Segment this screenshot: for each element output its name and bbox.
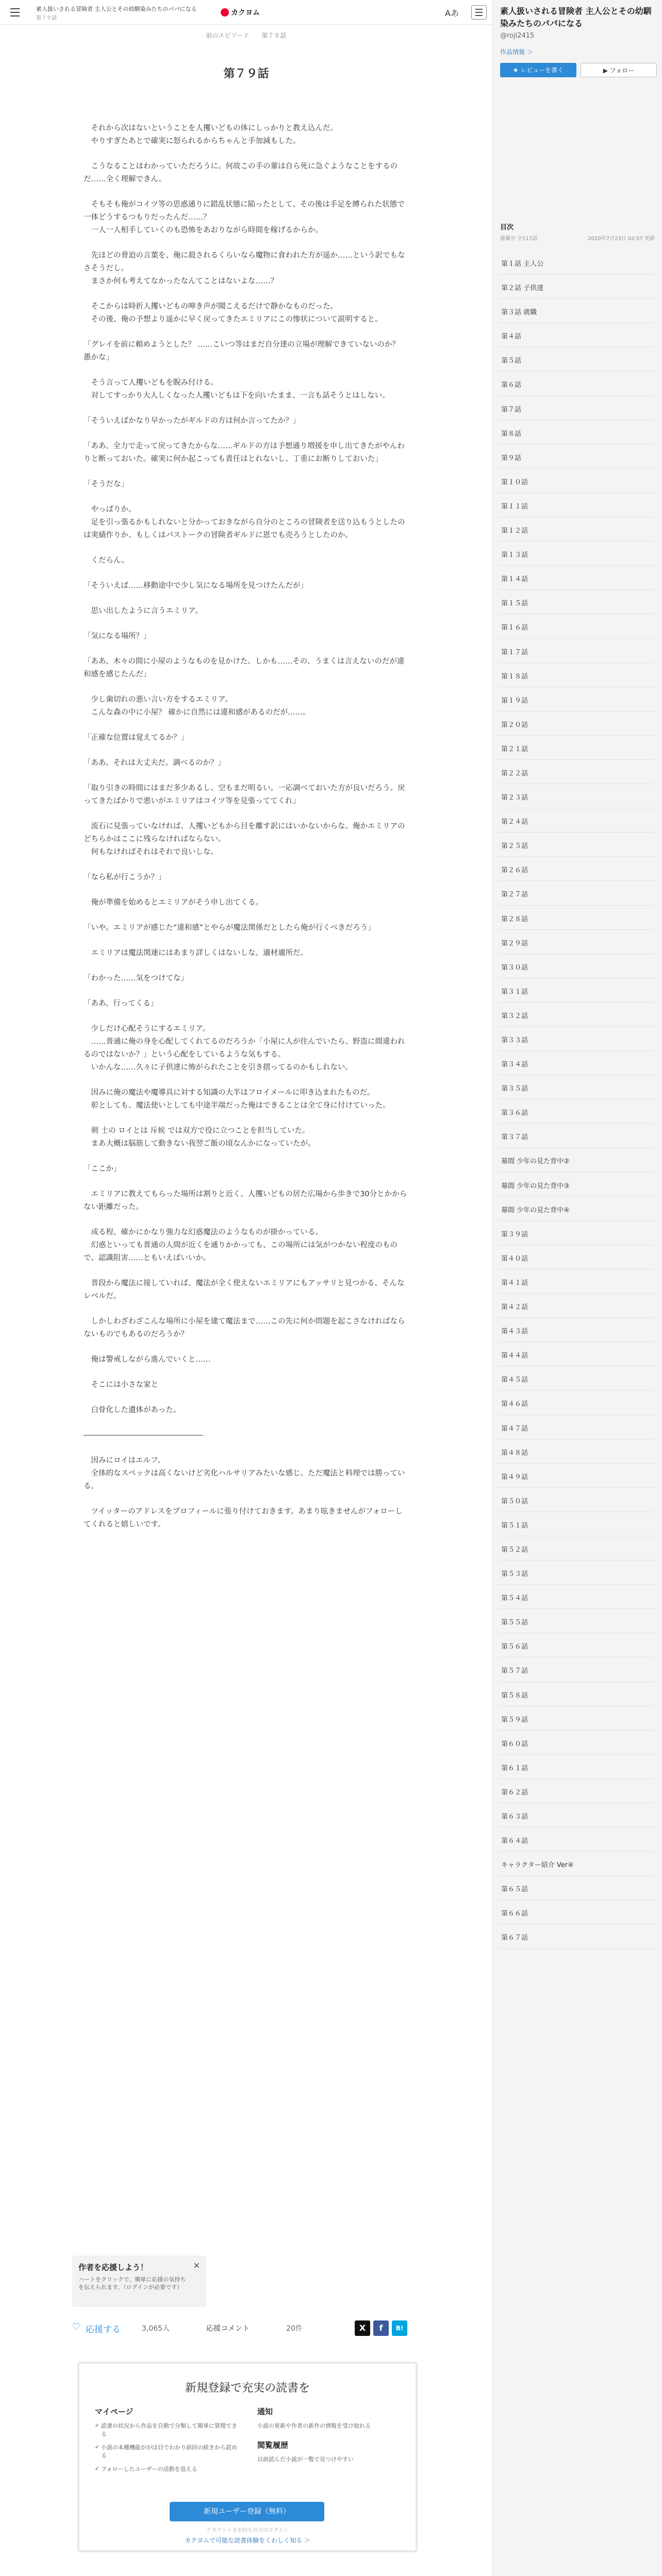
body-paragraph: 思い出したように言うエミリア。 (84, 607, 203, 615)
body-paragraph: 「ここか」 (84, 1165, 121, 1173)
body-paragraph: こうなることはわかっていただろうに。何故この手の輩は自ら死に急ぐようなことをするのだ……全く理解できん。 (84, 162, 398, 183)
learn-more-link[interactable]: カクヨムで可能な読書体験をくわしく知る ＞ (185, 2537, 310, 2544)
toc-episode-item[interactable]: キャラクター紹介 Ver④ (498, 1852, 655, 1876)
toc-episode-item[interactable]: 第２３話 (498, 784, 655, 808)
facebook-share-icon[interactable]: f (373, 2320, 389, 2336)
toc-episode-item[interactable]: 第５６話 (498, 1633, 655, 1657)
body-paragraph: 「そういえば……移動途中で少し気になる場所を見つけたんだが」 (84, 582, 308, 590)
body-paragraph: 俺が準備を始めるとエミリアがそう申し出てくる。 (84, 899, 263, 907)
body-paragraph: そもそも俺がコイツ等の思惑通りに錯乱状態に陥ったとして、その後は手足を縛られた状態で一体どうするつもりだったんだ……？ 一人一人相手していくのも恐怖をあおりながら時間を稼げるからか。 (84, 200, 405, 234)
toc-episode-item[interactable]: 第３話 就職 (498, 299, 655, 323)
toc-episode-item[interactable]: 第２２話 (498, 760, 655, 784)
toc-episode-item[interactable]: 第６４話 (498, 1827, 655, 1852)
toc-episode-item[interactable]: 第４２話 (498, 1294, 655, 1318)
signup-panel (77, 2362, 418, 2552)
signup-heading: 新規登録で充実の読書を (185, 2382, 310, 2395)
body-paragraph: 先ほどの脅迫の言葉を、俺に殺されるくらいなら魔物に食われた方が遥か……という訳でもなさそうだし。 まさか何も考えてなかったなんてことはないよな……？ (84, 251, 405, 285)
body-paragraph: やっぱりか。 足を引っ張るかもしれないと分かっておきながら自分のところの冒険者を送り込もうとしたのは実績作りか、もしくはパストークの冒険者ギルドに恩でも売ろうとしたのか。 (84, 505, 405, 539)
toc-episode-item[interactable]: 第６７話 (498, 1924, 655, 1948)
episode-body (67, 122, 425, 1531)
toc-episode-item[interactable]: 第５９話 (498, 1706, 655, 1731)
body-paragraph: しかしわざわざこんな場所に小屋を建て魔法まで……この先に何か問題を起こさなければならないものでもあるのだろうか？ (84, 1317, 405, 1338)
toc-episode-item[interactable]: 第３９話 (498, 1221, 655, 1245)
comment-button[interactable]: 応援コメント (206, 2325, 250, 2333)
mypage-title: マイページ (95, 2407, 134, 2416)
body-paragraph: 「ああ、木々の間に小屋のようなものを見かけた。しかも……その、うまくは言えないのだが違和感を感じたんだ」 (84, 657, 405, 679)
body-paragraph: そう言って人攫いどもを睨み付ける。 対してすっかり大人しくなった人攫いどもは下を向いたまま、一言も話そうとはしない。 (91, 379, 390, 400)
toc-episode-item[interactable]: 第１６話 (498, 614, 655, 638)
body-paragraph: 「気になる場所？」 (84, 632, 151, 640)
toc-episode-item[interactable]: 第６２話 (498, 1779, 655, 1803)
notification-column (257, 2406, 402, 2473)
toc-episode-item[interactable]: 第１９話 (498, 687, 655, 711)
body-paragraph: 「ああ、それは大丈夫だ。調べるのか？」 (84, 759, 225, 767)
kakuyomu-logo[interactable]: カクヨム (221, 7, 260, 18)
like-count[interactable]: 3,065人 (142, 2325, 170, 2333)
like-button[interactable]: 応援する (86, 2325, 121, 2335)
notification-desc: 小説の更新や作者の新作の情報を受け取れる (257, 2422, 371, 2429)
toc-episode-item[interactable]: 第４６話 (498, 1391, 655, 1415)
toc-episode-item[interactable]: 第２５話 (498, 833, 655, 857)
toc-episode-item[interactable]: 第９話 (498, 445, 655, 469)
toc-episode-item[interactable]: 第４３話 (498, 1318, 655, 1342)
hamburger-menu-icon[interactable] (471, 5, 487, 20)
toc-episode-item[interactable]: 第４４話 (498, 1342, 655, 1366)
toc-episode-item[interactable]: 第４８話 (498, 1439, 655, 1464)
register-button[interactable]: 新規ユーザー登録（無料） (170, 2502, 324, 2521)
toc-episode-item[interactable]: 第４５話 (498, 1366, 655, 1391)
toc-episode-item[interactable]: 第４７話 (498, 1415, 655, 1439)
mypage-column (95, 2406, 239, 2479)
toc-title: 目次 (500, 224, 514, 231)
body-paragraph: 剣 士の ロイとは 斥候 では双方で役に立つことを担当していた。 まあ大概は脳筋して動きない我翌ご飯の頃なんかになっていたが。 (91, 1127, 316, 1148)
body-paragraph: 「わかった……気をつけてな」 (84, 974, 188, 982)
x-share-icon[interactable]: X (355, 2320, 370, 2336)
header-work-title[interactable]: 素人扱いされる冒険者 主人公とその幼馴染みたちのパパになる (36, 6, 197, 12)
body-paragraph: 「そういえばかなり早かったがギルドの方は何か言ってたか？」 (84, 417, 301, 425)
toc-episode-item[interactable]: 第５３話 (498, 1561, 655, 1585)
action-row (72, 2319, 418, 2335)
body-paragraph: 因みにロイはエルフ。 全体的なスペックは高くないけど劣化ハルサリアみたいな感じ。ただ魔法と料理では勝っている。 (84, 1456, 405, 1490)
body-paragraph: 「いや。エミリアが感じた“違和感”とやらが魔法関係だとしたら俺が行くべきだろう」 (84, 924, 375, 932)
toc-episode-item[interactable]: 第４話 (498, 323, 655, 347)
toc-meta-status: 連載中 全117話 (500, 236, 538, 242)
episode-title: 第７９話 (223, 67, 269, 80)
body-paragraph: 少しだけ心配そうにするエミリア。 ……普通に俺の身を心配してくれてるのだろうか「小屋に人が住んでいたら、野盗に間違われるのではないか？」という心配をしているような気もする。 いかんな……久々に子供達に怖がられたことを引き摺ってるのかもしれない。 (84, 1025, 405, 1072)
toc-episode-item[interactable]: 第５５話 (498, 1609, 655, 1633)
header-episode-sub: 第７９話 (36, 15, 57, 21)
history-desc: 以前読んだ小説が一覧で見つけやすい (257, 2456, 354, 2463)
toc-episode-item[interactable]: 第２１話 (498, 736, 655, 760)
heart-icon[interactable]: ♡ (72, 2321, 81, 2332)
toc-episode-item[interactable]: 第６１話 (498, 1755, 655, 1779)
toc-episode-item[interactable]: 第５７話 (498, 1657, 655, 1682)
body-paragraph: 「取り引きの時間にはまだ多少あるし、空もまだ明るい。一応調べておいた方が良いだろう。戻ってきたばかりで悪いがエミリアはコイツ等を見張っててくれ」 (84, 784, 405, 805)
episode-nav (0, 25, 492, 44)
close-icon[interactable]: ✕ (193, 2261, 200, 2270)
logo-icon (221, 8, 229, 16)
toc-episode-item[interactable]: 幕間 少年の見た背中③ (498, 1173, 655, 1197)
mypage-item: ✓ フォローしたユーザーの活動を追える (95, 2465, 239, 2473)
body-paragraph: ―――――――――――――――― (84, 1431, 203, 1439)
body-paragraph: 「なら私が行こうか？」 (84, 873, 166, 882)
body-paragraph: そこからは時折人攫いどもの呻き声が聞こえるだけで静かなものだった。 その後、俺の予想より遥かに早く戻ってきたエミリアにこの惨状について説明すると。 (91, 302, 383, 324)
toc-episode-item[interactable]: 第６５話 (498, 1876, 655, 1900)
toc-episode-item[interactable]: 第５８話 (498, 1682, 655, 1706)
mypage-item: ✓ 読書の状況から作品を自動で分類して簡単に管理できる (95, 2422, 239, 2438)
toc-episode-item[interactable]: 第３３話 (498, 1027, 655, 1051)
toc-episode-item[interactable]: 第３４話 (498, 1051, 655, 1075)
toc-episode-item[interactable]: 第７話 (498, 396, 655, 420)
sidebar (492, 0, 662, 2576)
login-note[interactable]: アカウントをお持ちの方はログイン (206, 2528, 289, 2533)
follow-button[interactable]: ▶ フォロー (581, 63, 657, 77)
toc-episode-item[interactable]: 第４０話 (498, 1245, 655, 1269)
history-title: 閲覧履歴 (257, 2441, 289, 2450)
body-paragraph: そこには小さな家と (84, 1381, 158, 1389)
body-paragraph: 「正確な位置は覚えてるか？」 (84, 734, 188, 742)
body-paragraph: 「ああ、全力で走って戻ってきたからな……ギルドの方は予想通り増援を申し出てきたがやんわりと断っておいた。確実に何か起こっても責任はとれないし、丁重にお断りしておいた」 (84, 442, 405, 463)
body-paragraph: 俺は警戒しながら進んでいくと…… (84, 1355, 211, 1364)
body-paragraph: 白骨化した遺体があった。 (84, 1406, 181, 1414)
toc-meta-updated: 2020年7月23日 02:57 更新 (588, 236, 655, 242)
toc-episode-item[interactable]: 第２話 子供達 (498, 275, 655, 299)
toc-episode-item[interactable]: 第６３話 (498, 1803, 655, 1827)
hatena-share-icon[interactable]: B! (392, 2320, 407, 2336)
toc-episode-item[interactable]: 第８話 (498, 420, 655, 445)
toc-episode-item[interactable]: 第５４話 (498, 1585, 655, 1609)
toc-episode-item[interactable]: 第２６話 (498, 857, 655, 881)
toc-episode-item[interactable]: 第１１話 (498, 493, 655, 517)
toc-episode-item[interactable]: 第５話 (498, 347, 655, 371)
prev-episode-link[interactable]: 前のエピソード (206, 32, 250, 39)
toc-episode-item[interactable]: 第１０話 (498, 469, 655, 493)
body-paragraph: エミリアは魔法関連にはあまり詳しくはないしな。適材適所だ。 (84, 949, 308, 957)
body-paragraph: くだらん。 (84, 556, 129, 565)
toc-episode-item[interactable]: 幕間 少年の見た背中② (498, 1148, 655, 1172)
toc-episode-item[interactable]: 第１７話 (498, 639, 655, 663)
toc-episode-item[interactable]: 第６０話 (498, 1731, 655, 1755)
toc-episode-item[interactable]: 第５２話 (498, 1536, 655, 1561)
body-paragraph: 少し歯切れの悪い言い方をするエミリア。 こんな森の中に小屋？ 確かに自然には違和感があるのだが……。 (91, 696, 310, 717)
toc-episode-item[interactable]: 第１話 主人公 (498, 250, 655, 275)
toc-episode-item[interactable]: 第３１話 (498, 978, 655, 1003)
mypage-item: ✓ 小説の本棚機能ががほ目でわかり前回の続きから読める (95, 2444, 239, 2460)
toc-episode-item[interactable]: 第１３話 (498, 541, 655, 566)
toc-episode-item[interactable]: 第３２話 (498, 1003, 655, 1027)
toc-episode-item[interactable]: 第１４話 (498, 566, 655, 590)
toc-episode-item[interactable]: 第４１話 (498, 1269, 655, 1294)
toc-episode-item[interactable]: 第６話 (498, 371, 655, 396)
body-paragraph: 普段から魔法に接していれば、魔法が全く使えないエミリアにもアッサリと見つかる、そんなレベルだ。 (84, 1279, 405, 1300)
toc-episode-item[interactable]: 第１８話 (498, 663, 655, 687)
toc-episode-item[interactable]: 第２４話 (498, 808, 655, 833)
body-paragraph: 成る程、確かにかなり強力な幻惑魔法のようなものが掛かっている。 幻惑といっても普通の人間が近くを通りかかっても、この場所には気がつかない程度のもので、認識阻害……ともいえばいいか。 (84, 1228, 398, 1262)
body-paragraph: 「グレイを前に頼めようとした？ ……こいつ等はまだ自分達の立場が理解できていないのか？ 愚かな」 (84, 341, 402, 362)
toc-episode-item[interactable]: 第２０話 (498, 711, 655, 736)
support-desc: ハートをクリックで、簡単に応援の気持ちを伝えられます。（ログインが必要です） (78, 2276, 186, 2291)
comment-count[interactable]: 20件 (286, 2325, 303, 2333)
toc-episode-item[interactable]: 第３７話 (498, 1124, 655, 1148)
support-title: 作者を応援しよう！ (78, 2263, 148, 2272)
toc-list (498, 250, 655, 1949)
body-paragraph: それから次はないということを人攫いどもの体にしっかりと教え込んだ。 やりすぎたあとで確実に怒られるからちゃんと手加減もした。 (91, 124, 338, 145)
toc-episode-item[interactable]: 第３０話 (498, 954, 655, 978)
body-paragraph: ツイッターのアドレスをプロフィールに張り付けておきます。あまり呟きませんがフォローしてくれると嬉しいです。 (84, 1507, 403, 1529)
body-paragraph: 因みに俺の魔法や魔導具に対する知識の大半はフロイメールに叩き込まれたものだ。 彰としても、魔法使いとしても中途半端だった俺はできることは全て身に付けていった。 (91, 1089, 390, 1110)
review-button[interactable]: ★ レビューを書く (500, 63, 576, 77)
work-info-link[interactable]: 作品情報 ＞ (500, 48, 533, 56)
toc-episode-item[interactable]: 第４９話 (498, 1464, 655, 1488)
toc-episode-item[interactable]: 第２９話 (498, 930, 655, 954)
notification-title: 通知 (257, 2407, 273, 2416)
main-content (67, 44, 425, 1544)
toc-episode-item[interactable]: 第３６話 (498, 1099, 655, 1124)
current-episode-link[interactable]: 第７８話 (261, 32, 287, 39)
toc-episode-item[interactable]: 第６６話 (498, 1900, 655, 1924)
toc-episode-item[interactable]: 幕間 少年の見た背中④ (498, 1197, 655, 1221)
toc-episode-item[interactable]: 第５１話 (498, 1512, 655, 1536)
toc-episode-item[interactable]: 第２７話 (498, 881, 655, 905)
toc-episode-item[interactable]: 第１５話 (498, 590, 655, 614)
font-size-button[interactable]: Aあ (445, 8, 459, 18)
body-paragraph: 流石に見張っていなければ、人攫いどもから目を離す訳にはいかないからな。俺かエミリアのどちらかはここに残らなければならない。 何もなければそれはそれで良いしな。 (84, 822, 405, 856)
body-paragraph: 「そうだな」 (84, 480, 128, 488)
body-paragraph: 「ああ、行ってくる」 (84, 999, 158, 1008)
body-paragraph: エミリアに教えてもらった場所は割りと近く、人攫いどもの居た広場から歩きで30分とかからない距離だった。 (84, 1190, 407, 1211)
sidebar-author[interactable]: @roji2415 (500, 32, 535, 40)
toc-meta (500, 234, 655, 242)
toc-episode-item[interactable]: 第３５話 (498, 1075, 655, 1099)
menu-icon[interactable] (10, 8, 20, 16)
toc-episode-item[interactable]: 第５０話 (498, 1488, 655, 1512)
support-box (72, 2256, 206, 2307)
toc-episode-item[interactable]: 第２８話 (498, 906, 655, 930)
toc-episode-item[interactable]: 第１２話 (498, 517, 655, 541)
top-header (0, 0, 492, 25)
sidebar-work-title[interactable]: 素人扱いされる冒険者 主人公とその幼馴染みたちのパパになる (500, 6, 652, 28)
